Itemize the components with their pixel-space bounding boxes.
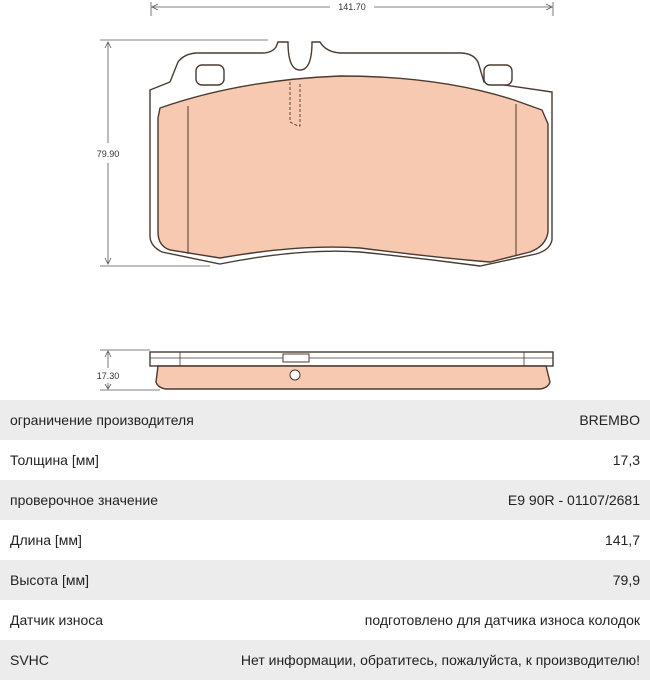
spec-value: Нет информации, обратитесь, пожалуйста, к производителю! [240, 652, 640, 668]
spec-value: E9 90R - 01107/2681 [507, 492, 640, 508]
wear-sensor-hole [290, 370, 300, 380]
spec-label: Толщина [мм] [10, 452, 99, 468]
pad-front-view [150, 42, 552, 266]
table-row [0, 480, 650, 520]
spec-label: Датчик износа [10, 612, 104, 628]
spec-value: подготовлено для датчика износа колодок [364, 612, 640, 628]
right-ear-hole [484, 65, 512, 85]
spec-value: BREMBO [579, 412, 640, 428]
left-ear-hole [196, 65, 224, 85]
spec-label: Длина [мм] [10, 532, 82, 548]
specs-table [0, 400, 650, 680]
spec-label: проверочное значение [10, 492, 159, 508]
spec-label: ограничение производителя [10, 412, 194, 428]
table-row [0, 640, 650, 680]
table-row [0, 600, 650, 640]
side-friction-material [156, 366, 550, 389]
spec-value: 79,9 [612, 572, 640, 588]
spec-value: 17,3 [612, 452, 640, 468]
spec-label: Высота [мм] [10, 572, 89, 588]
pad-side-view [150, 352, 553, 389]
table-row [0, 400, 650, 440]
thickness-dimension-label: 17.30 [96, 371, 120, 381]
table-row [0, 440, 650, 480]
sensor-clip [283, 354, 309, 362]
side-backing-plate [150, 352, 553, 366]
height-dimension-label: 79.90 [96, 149, 120, 159]
friction-material [158, 76, 548, 262]
table-row [0, 560, 650, 600]
spec-value: 141,7 [604, 532, 640, 548]
width-dimension-label: 141.70 [338, 2, 366, 12]
spec-label: SVHC [10, 652, 49, 668]
table-row [0, 520, 650, 560]
